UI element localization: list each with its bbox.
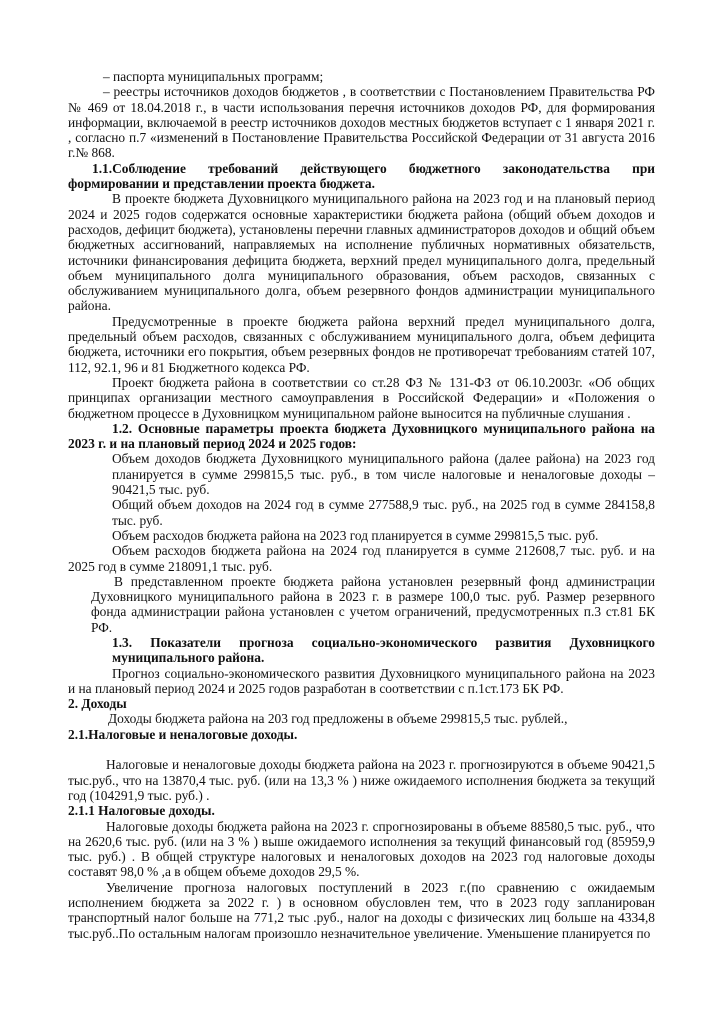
list-item-registries: – реестры источников доходов бюджетов , в соответствии с Постановлением Правительства РФ № 469 от 18.04.2018 г., в части использования перечня источников доходов РФ, для формирования информации, включаемой в реестр источников доходов местных бюджетов вступает с 1 января 2021 г. , согласно п.7 «изменений в Постановление Правительства Российской Федерации от 31 августа 2016 г.№ 868. bbox=[68, 84, 655, 161]
paragraph: Предусмотренные в проекте бюджета района верхний предел муниципального долга, предельный объем расходов, связанных с обслуживанием муниципального долга, объем дефицита бюджета, источники его покрытия, объем резервных фондов не противоречат требованиям статей 107, 112, 92.1, 96 и 81 Бюджетного кодекса РФ. bbox=[68, 313, 655, 375]
paragraph: Общий объем доходов на 2024 год в сумме 277588,9 тыс. руб., на 2025 год в сумме 284158,8 тыс. руб. bbox=[112, 497, 655, 528]
list-item-passports: – паспорта муниципальных программ; bbox=[103, 69, 324, 84]
paragraph: В представленном проекте бюджета района установлен резервный фонд администрации Духовницкого муниципального района в 2023 г. в размере 100,0 тыс. руб. Размер резервного фонда администрации района установлен с учетом ограничений, предусмотренных п.3 ст.81 БК РФ. bbox=[91, 573, 655, 635]
paragraph: Увеличение прогноза налоговых поступлений в 2023 г.(по сравнению с ожидаемым исполнением бюджета за 2022 г. ) в основном обусловлен тем, что в 2023 году запланирован транспортный налог больше на 771,2 тыс .руб., налог на доходы с физических лиц больше на 4334,8 тыс.руб..По остальным налогам произошло незначительное увеличение. Уменьшение планируется по bbox=[68, 879, 655, 941]
document-page bbox=[68, 69, 655, 941]
paragraph: Объем расходов бюджета района на 2023 год планируется в сумме 299815,5 тыс. руб. bbox=[112, 527, 599, 543]
paragraph: В проекте бюджета Духовницкого муниципального района на 2023 год и на плановый период 2024 и 2025 годов содержатся основные характеристики бюджета района (общий объем доходов и расходов, дефицит бюджета), установлены перечни главных администраторов доходов и общий объем бюджетных ассигнований, направляемых на исполнение публичных нормативных обязательств, источники финансирования дефицита бюджета, верхний предел муниципального долга, предельный объем муниципального долга муниципального образования, объем расходов, связанных с обслуживанием муниципального долга, объем резервного фондов администрации муниципального района. bbox=[68, 191, 655, 314]
paragraph: Объем доходов бюджета Духовницкого муниципального района (далее района) на 2023 год планируется в сумме 299815,5 тыс. руб., в том числе налоговые и неналоговые доходы – 90421,5 тыс. руб. bbox=[112, 451, 655, 498]
section-heading-1-1: 1.1.Соблюдение требований действующего бюджетного законодательства при формировании и представлении проекта бюджета. bbox=[68, 160, 655, 192]
paragraph: Проект бюджета района в соответствии со ст.28 ФЗ № 131-ФЗ от 06.10.2003г. «Об общих принципах организации местного самоуправления в Российской Федерации» и «Положения о бюджетном процессе в Духовницком муниципальном районе выносится на публичные слушания . bbox=[68, 374, 655, 421]
paragraph: Доходы бюджета района на 203 год предложены в объеме 299815,5 тыс. рублей., bbox=[108, 711, 568, 727]
paragraph: Прогноз социально-экономического развития Духовницкого муниципального района на 2023 и на плановый период 2024 и 2025 годов разработан в соответствии с п.1ст.173 БК РФ. bbox=[68, 665, 655, 696]
paragraph: Налоговые и неналоговые доходы бюджета района на 2023 г. прогнозируются в объеме 90421,5 тыс.руб., что на 13870,4 тыс. руб. (или на 13,3 % ) ниже ожидаемого исполнения бюджета за текущий год (104291,9 тыс. руб.) . bbox=[68, 757, 655, 803]
section-heading-1-2: 1.2. Основные параметры проекта бюджета Духовницкого муниципального района на 2023 г. и на плановый период 2024 и 2025 годов: bbox=[68, 420, 655, 452]
paragraph: Объем расходов бюджета района на 2024 год планируется в сумме 212608,7 тыс. руб. и на 2025 год в сумме 218091,1 тыс. руб. bbox=[68, 543, 655, 574]
section-heading-2-1: 2.1.Налоговые и неналоговые доходы. bbox=[68, 726, 298, 742]
paragraph: Налоговые доходы бюджета района на 2023 г. спрогнозированы в объеме 88580,5 тыс. руб., что на 2620,6 тыс. руб. (или на 3 % ) выше ожидаемого исполнения за текущий финансовый год (85959,9 тыс. руб.) . В общей структуре налоговых и неналоговых доходов на 2023 год налоговые доходы составят 98,0 % ,а в общем объеме доходов 29,5 %. bbox=[68, 818, 655, 880]
section-heading-2-1-1: 2.1.1 Налоговые доходы. bbox=[68, 803, 215, 819]
section-heading-1-3: 1.3. Показатели прогноза социально-экономического развития Духовницкого муниципального района. bbox=[112, 634, 655, 666]
section-heading-2: 2. Доходы bbox=[68, 696, 127, 712]
